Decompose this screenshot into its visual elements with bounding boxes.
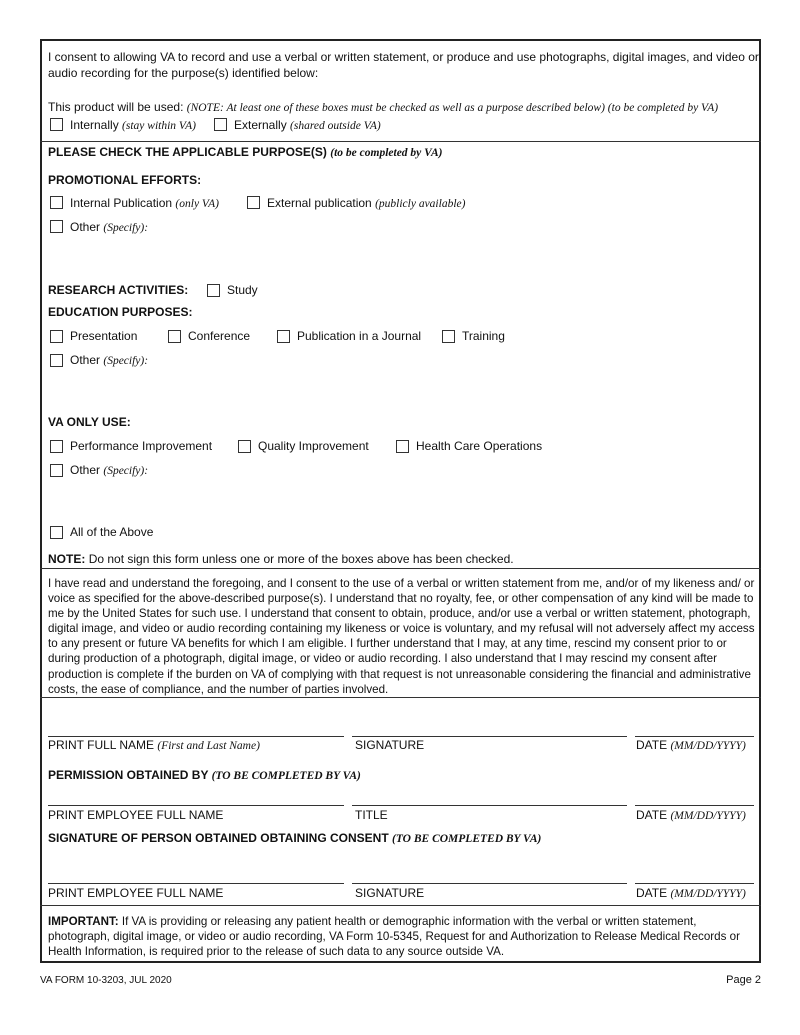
date-label xyxy=(636,808,746,823)
important-label: IMPORTANT: xyxy=(48,915,119,928)
internal-publication-checkbox[interactable] xyxy=(50,196,63,209)
education-title: EDUCATION PURPOSES: xyxy=(48,305,193,319)
promotional-title: PROMOTIONAL EFFORTS: xyxy=(48,173,202,187)
employee-name-line[interactable] xyxy=(48,883,344,884)
performance-label: Performance Improvement xyxy=(70,439,213,453)
purpose-header-text: PLEASE CHECK THE APPLICABLE PURPOSE(S) xyxy=(48,145,327,159)
signature-label: SIGNATURE xyxy=(355,886,425,900)
conference-checkbox[interactable] xyxy=(168,330,181,343)
operations-checkbox[interactable] xyxy=(396,440,409,453)
externally-note: (shared outside VA) xyxy=(290,120,381,132)
divider xyxy=(40,905,761,906)
note-text: Do not sign this form unless one or more of the boxes above has been checked. xyxy=(88,552,514,566)
externally-checkbox[interactable] xyxy=(214,118,227,131)
print-name-label xyxy=(48,738,260,753)
note-label: NOTE: xyxy=(48,552,86,566)
promotional-other-checkbox[interactable] xyxy=(50,220,63,233)
all-above-checkbox[interactable] xyxy=(50,526,63,539)
consent-intro-line: audio recording for the purpose(s) identified below: xyxy=(48,66,319,80)
title-note: (TO BE COMPLETED BY VA) xyxy=(211,770,361,782)
conference-label: Conference xyxy=(188,329,251,343)
date-line[interactable] xyxy=(635,805,754,806)
title-label: TITLE xyxy=(355,808,388,822)
obtainer-title xyxy=(48,831,541,846)
presentation-label: Presentation xyxy=(70,329,138,343)
presentation-checkbox[interactable] xyxy=(50,330,63,343)
divider xyxy=(40,141,761,142)
internally-checkbox[interactable] xyxy=(50,118,63,131)
divider xyxy=(40,697,761,698)
important-notice xyxy=(48,914,758,959)
employee-name-line[interactable] xyxy=(48,805,344,806)
divider xyxy=(40,568,761,569)
internally-note: (stay within VA) xyxy=(122,120,196,132)
all-above-label: All of the Above xyxy=(70,525,154,539)
purpose-header xyxy=(48,145,442,160)
usage-note: (NOTE: At least one of these boxes must be checked as well as a purpose described below) (to be completed by VA) xyxy=(186,102,719,114)
label-note: (MM/DD/YYYY) xyxy=(670,810,746,822)
internal-publication-label xyxy=(70,196,219,211)
name-line[interactable] xyxy=(48,736,344,737)
journal-checkbox[interactable] xyxy=(277,330,290,343)
quality-checkbox[interactable] xyxy=(238,440,251,453)
agreement-text: I have read and understand the foregoing, and I consent to the use of a verbal or written statement from me, and/or of my likeness and/ or voice as specified for the above-described purpose(s). I understand that no royalty, fee, or other compensation of any kind will be made to me by the United States for such use. I understand that consent to obtain, produce, and/or use a verbal or written statement, photograph, digital image, and video or audio recording containing my likeness or voice is voluntary, and my refusal will not adversely affect my access to any present or future VA benefits for which I am eligible. I further understand that I may, at any time, rescind my consent prior to or during production of a photograph, digital image, or video or audio recording. I also understand that I may rescind my consent after production is complete if the burden on VA of complying with that request is not unreasonable considering the financial and administrative costs, the ease of compliance, and the number of parties involved. xyxy=(48,577,755,696)
consent-intro-line: I consent to allowing VA to record and use a verbal or written statement, or produce and use photographs, digital images, and video or xyxy=(48,50,759,64)
employee-name-label: PRINT EMPLOYEE FULL NAME xyxy=(48,808,224,822)
internal-publication-text: Internal Publication xyxy=(70,196,173,210)
quality-label: Quality Improvement xyxy=(258,439,369,453)
form-number: VA FORM 10-3203, JUL 2020 xyxy=(40,975,172,986)
other-note: (Specify): xyxy=(103,465,149,477)
va-other-label xyxy=(70,463,148,478)
journal-label: Publication in a Journal xyxy=(297,329,422,343)
internally-label xyxy=(70,118,196,133)
important-text: If VA is providing or releasing any patient health or demographic information with the verbal or written statement, photograph, digital image, or video or audio recording, VA Form 10-5345, Request for and Authorization to Release Medical Records or Health Information, is required prior to the release of such data to any source outside VA. xyxy=(48,915,740,959)
title-line[interactable] xyxy=(352,805,627,806)
label-text: DATE xyxy=(636,886,668,900)
internal-publication-note: (only VA) xyxy=(175,198,219,210)
study-checkbox[interactable] xyxy=(207,284,220,297)
external-publication-note: (publicly available) xyxy=(375,198,466,210)
date-line[interactable] xyxy=(635,883,754,884)
operations-label: Health Care Operations xyxy=(416,439,543,453)
other-note: (Specify): xyxy=(103,222,149,234)
date-label xyxy=(636,886,746,901)
other-text: Other xyxy=(70,463,101,477)
title-note: (TO BE COMPLETED BY VA) xyxy=(392,833,542,845)
permission-title xyxy=(48,768,361,783)
usage-label: This product will be used: xyxy=(48,100,184,114)
purpose-header-note: (to be completed by VA) xyxy=(330,147,443,159)
other-text: Other xyxy=(70,220,101,234)
external-publication-checkbox[interactable] xyxy=(247,196,260,209)
label-text: DATE xyxy=(636,808,668,822)
label-note: (MM/DD/YYYY) xyxy=(670,888,746,900)
internally-text: Internally xyxy=(70,118,119,132)
other-text: Other xyxy=(70,353,101,367)
employee-name-label: PRINT EMPLOYEE FULL NAME xyxy=(48,886,224,900)
externally-text: Externally xyxy=(234,118,287,132)
label-note: (First and Last Name) xyxy=(157,740,260,752)
title-text: SIGNATURE OF PERSON OBTAINED OBTAINING CONSENT xyxy=(48,831,389,845)
externally-label xyxy=(234,118,381,133)
note xyxy=(48,552,514,566)
va-other-checkbox[interactable] xyxy=(50,464,63,477)
training-label: Training xyxy=(462,329,505,343)
education-other-checkbox[interactable] xyxy=(50,354,63,367)
signature-line[interactable] xyxy=(352,736,627,737)
title-text: PERMISSION OBTAINED BY xyxy=(48,768,209,782)
date-line[interactable] xyxy=(635,736,754,737)
training-checkbox[interactable] xyxy=(442,330,455,343)
education-other-label xyxy=(70,353,148,368)
study-label: Study xyxy=(227,283,258,297)
label-note: (MM/DD/YYYY) xyxy=(670,740,746,752)
performance-checkbox[interactable] xyxy=(50,440,63,453)
promotional-other-label xyxy=(70,220,148,235)
page-number: Page 2 xyxy=(726,974,761,986)
external-publication-text: External publication xyxy=(267,196,372,210)
other-note: (Specify): xyxy=(103,355,149,367)
va-only-title: VA ONLY USE: xyxy=(48,415,131,429)
label-text: PRINT FULL NAME xyxy=(48,738,155,752)
signature-label: SIGNATURE xyxy=(355,738,425,752)
usage-line xyxy=(48,100,718,115)
signature-line[interactable] xyxy=(352,883,627,884)
label-text: DATE xyxy=(636,738,668,752)
date-label xyxy=(636,738,746,753)
research-title: RESEARCH ACTIVITIES: xyxy=(48,283,189,297)
external-publication-label xyxy=(267,196,465,211)
